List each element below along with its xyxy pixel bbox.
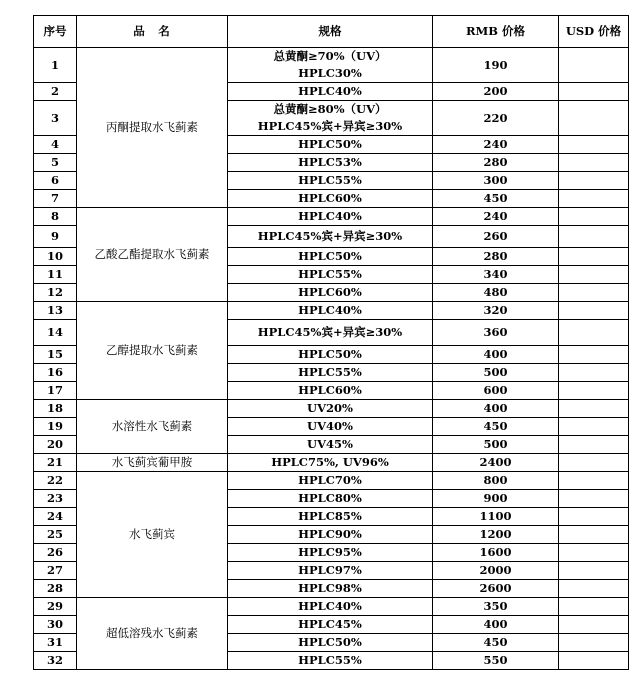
usd-price: [559, 544, 629, 562]
row-number: 26: [34, 544, 77, 562]
usd-price: [559, 302, 629, 320]
rmb-price: 550: [433, 652, 559, 670]
row-number: 7: [34, 190, 77, 208]
spec-cell: [228, 284, 433, 302]
usd-price: [559, 346, 629, 364]
row-number: 31: [34, 634, 77, 652]
usd-price: [559, 490, 629, 508]
table-row: [34, 454, 629, 472]
product-name: 乙醇提取水飞蓟素: [77, 302, 228, 400]
spec-line: HPLC50%: [298, 249, 362, 263]
spec-line: UV40%: [307, 419, 353, 433]
rmb-price: 480: [433, 284, 559, 302]
row-number: 24: [34, 508, 77, 526]
spec-line: HPLC40%: [298, 209, 362, 223]
spec-line: HPLC55%: [298, 365, 362, 379]
spec-line: UV20%: [307, 401, 353, 415]
usd-price: [559, 382, 629, 400]
spec-cell: [228, 418, 433, 436]
spec-cell: [228, 83, 433, 101]
rmb-price: 400: [433, 616, 559, 634]
spec-line: HPLC45%宾+异宾≥30%: [257, 229, 403, 243]
rmb-price: 340: [433, 266, 559, 284]
row-number: 11: [34, 266, 77, 284]
rmb-price: 240: [433, 208, 559, 226]
spec-line: 总黄酮≥80%（UV）: [273, 102, 387, 116]
rmb-price: 600: [433, 382, 559, 400]
spec-line: HPLC55%: [298, 267, 362, 281]
spec-cell: [228, 320, 433, 346]
spec-cell: [228, 364, 433, 382]
rmb-price: 800: [433, 472, 559, 490]
spec-cell: [228, 266, 433, 284]
rmb-price: 450: [433, 418, 559, 436]
row-number: 1: [34, 48, 77, 83]
row-number: 29: [34, 598, 77, 616]
header-no: 序号: [34, 16, 77, 48]
spec-cell: [228, 400, 433, 418]
usd-price: [559, 48, 629, 83]
usd-price: [559, 190, 629, 208]
rmb-price: 1600: [433, 544, 559, 562]
spec-cell: [228, 508, 433, 526]
spec-cell: [228, 136, 433, 154]
rmb-price: 1200: [433, 526, 559, 544]
usd-price: [559, 226, 629, 248]
spec-cell: [228, 154, 433, 172]
row-number: 12: [34, 284, 77, 302]
price-table: [33, 15, 629, 670]
spec-line: HPLC75%, UV96%: [271, 455, 389, 469]
usd-price: [559, 436, 629, 454]
row-number: 2: [34, 83, 77, 101]
rmb-price: 2600: [433, 580, 559, 598]
rmb-price: 400: [433, 400, 559, 418]
spec-line: HPLC60%: [298, 285, 362, 299]
spec-line: HPLC55%: [298, 653, 362, 667]
row-number: 17: [34, 382, 77, 400]
row-number: 4: [34, 136, 77, 154]
row-number: 32: [34, 652, 77, 670]
spec-line: HPLC40%: [298, 303, 362, 317]
rmb-price: 900: [433, 490, 559, 508]
spec-line: HPLC80%: [298, 491, 362, 505]
row-number: 9: [34, 226, 77, 248]
row-number: 22: [34, 472, 77, 490]
header-usd: USD 价格: [559, 16, 629, 48]
row-number: 8: [34, 208, 77, 226]
spec-line: HPLC40%: [298, 84, 362, 98]
rmb-price: 220: [433, 101, 559, 136]
spec-cell: [228, 616, 433, 634]
spec-cell: [228, 101, 433, 136]
usd-price: [559, 598, 629, 616]
spec-cell: [228, 382, 433, 400]
spec-line: HPLC85%: [298, 509, 362, 523]
usd-price: [559, 400, 629, 418]
spec-cell: [228, 302, 433, 320]
rmb-price: 260: [433, 226, 559, 248]
spec-line: HPLC70%: [298, 473, 362, 487]
usd-price: [559, 172, 629, 190]
spec-cell: [228, 248, 433, 266]
row-number: 20: [34, 436, 77, 454]
rmb-price: 2400: [433, 454, 559, 472]
usd-price: [559, 508, 629, 526]
spec-line: HPLC90%: [298, 527, 362, 541]
row-number: 28: [34, 580, 77, 598]
spec-cell: [228, 652, 433, 670]
rmb-price: 300: [433, 172, 559, 190]
spec-line: HPLC40%: [298, 599, 362, 613]
rmb-price: 450: [433, 634, 559, 652]
usd-price: [559, 320, 629, 346]
usd-price: [559, 284, 629, 302]
row-number: 21: [34, 454, 77, 472]
spec-line: HPLC45%宾+异宾≥30%: [257, 325, 403, 339]
spec-cell: [228, 454, 433, 472]
usd-price: [559, 472, 629, 490]
rmb-price: 320: [433, 302, 559, 320]
row-number: 10: [34, 248, 77, 266]
spec-cell: [228, 490, 433, 508]
row-number: 13: [34, 302, 77, 320]
spec-line: HPLC45%宾+异宾≥30%: [257, 119, 403, 133]
spec-cell: [228, 544, 433, 562]
rmb-price: 500: [433, 436, 559, 454]
table-row: [34, 48, 629, 83]
row-number: 3: [34, 101, 77, 136]
rmb-price: 360: [433, 320, 559, 346]
rmb-price: 500: [433, 364, 559, 382]
spec-cell: [228, 346, 433, 364]
rmb-price: 2000: [433, 562, 559, 580]
usd-price: [559, 580, 629, 598]
rmb-price: 280: [433, 248, 559, 266]
usd-price: [559, 101, 629, 136]
row-number: 30: [34, 616, 77, 634]
spec-cell: [228, 598, 433, 616]
row-number: 16: [34, 364, 77, 382]
usd-price: [559, 634, 629, 652]
rmb-price: 190: [433, 48, 559, 83]
spec-line: HPLC98%: [298, 581, 362, 595]
spec-line: HPLC53%: [298, 155, 362, 169]
row-number: 18: [34, 400, 77, 418]
product-name: 水溶性水飞蓟素: [77, 400, 228, 454]
spec-cell: [228, 472, 433, 490]
row-number: 5: [34, 154, 77, 172]
spec-cell: [228, 634, 433, 652]
spec-cell: [228, 226, 433, 248]
spec-cell: [228, 48, 433, 83]
spec-line: UV45%: [307, 437, 353, 451]
table-row: [34, 302, 629, 320]
usd-price: [559, 266, 629, 284]
spec-cell: [228, 172, 433, 190]
spec-line: HPLC50%: [298, 347, 362, 361]
usd-price: [559, 652, 629, 670]
header-rmb: RMB 价格: [433, 16, 559, 48]
rmb-price: 400: [433, 346, 559, 364]
row-number: 25: [34, 526, 77, 544]
usd-price: [559, 364, 629, 382]
row-number: 23: [34, 490, 77, 508]
usd-price: [559, 526, 629, 544]
rmb-price: 350: [433, 598, 559, 616]
usd-price: [559, 616, 629, 634]
header-spec: 规格: [228, 16, 433, 48]
table-row: [34, 208, 629, 226]
spec-line: HPLC50%: [298, 635, 362, 649]
product-name: 丙酮提取水飞蓟素: [77, 48, 228, 208]
product-name: 乙酸乙酯提取水飞蓟素: [77, 208, 228, 302]
spec-line: HPLC45%: [298, 617, 362, 631]
row-number: 15: [34, 346, 77, 364]
product-name: 超低溶残水飞蓟素: [77, 598, 228, 670]
table-row: [34, 598, 629, 616]
spec-line: HPLC50%: [298, 137, 362, 151]
spec-cell: [228, 562, 433, 580]
table-row: [34, 400, 629, 418]
spec-line: HPLC60%: [298, 191, 362, 205]
spec-line: 总黄酮≥70%（UV）: [273, 49, 387, 63]
spec-line: HPLC30%: [298, 66, 362, 80]
rmb-price: 240: [433, 136, 559, 154]
row-number: 14: [34, 320, 77, 346]
usd-price: [559, 562, 629, 580]
header-row: [34, 16, 629, 48]
table-row: [34, 472, 629, 490]
spec-line: HPLC97%: [298, 563, 362, 577]
row-number: 27: [34, 562, 77, 580]
usd-price: [559, 454, 629, 472]
row-number: 19: [34, 418, 77, 436]
header-product: 品 名: [77, 16, 228, 48]
spec-line: HPLC60%: [298, 383, 362, 397]
product-name: 水飞蓟宾葡甲胺: [77, 454, 228, 472]
rmb-price: 200: [433, 83, 559, 101]
rmb-price: 280: [433, 154, 559, 172]
spec-cell: [228, 190, 433, 208]
usd-price: [559, 83, 629, 101]
usd-price: [559, 248, 629, 266]
spec-cell: [228, 208, 433, 226]
usd-price: [559, 136, 629, 154]
spec-line: HPLC55%: [298, 173, 362, 187]
rmb-price: 1100: [433, 508, 559, 526]
usd-price: [559, 208, 629, 226]
spec-line: HPLC95%: [298, 545, 362, 559]
spec-cell: [228, 580, 433, 598]
spec-cell: [228, 436, 433, 454]
usd-price: [559, 418, 629, 436]
spec-cell: [228, 526, 433, 544]
product-name: 水飞蓟宾: [77, 472, 228, 598]
usd-price: [559, 154, 629, 172]
rmb-price: 450: [433, 190, 559, 208]
row-number: 6: [34, 172, 77, 190]
